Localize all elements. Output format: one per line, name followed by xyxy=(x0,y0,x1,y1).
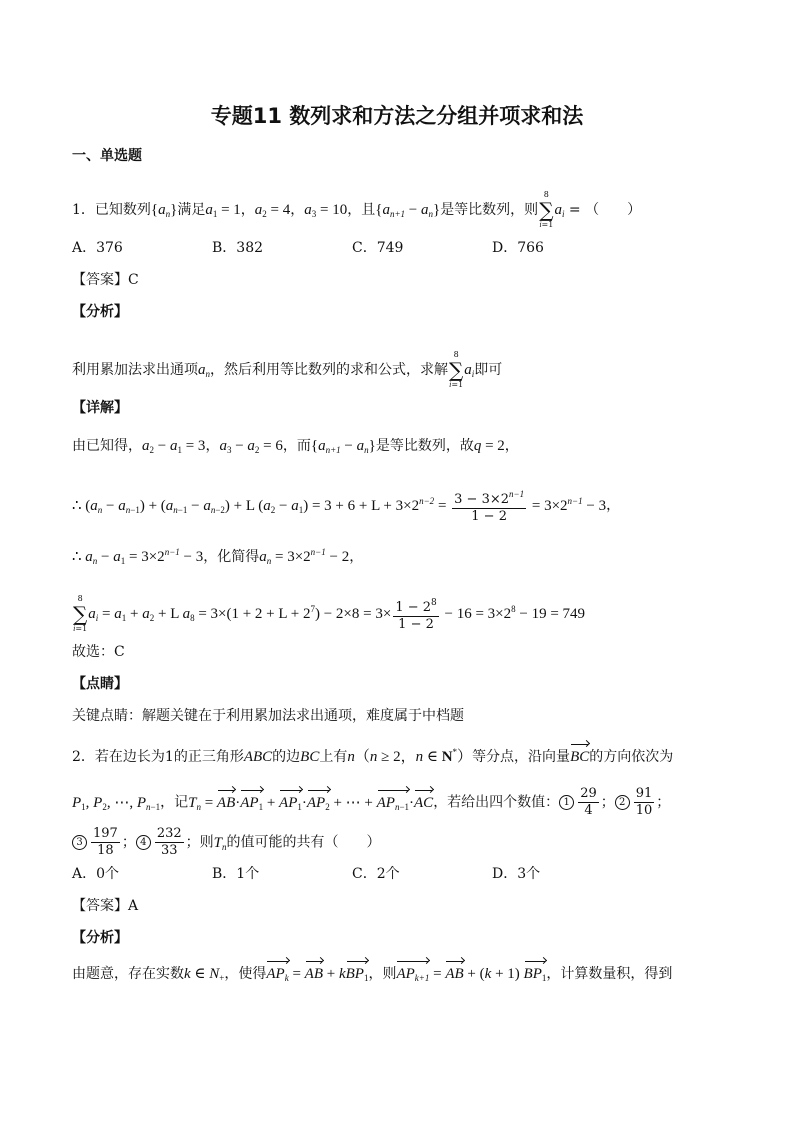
analysis-1-label: 【分析】 xyxy=(72,304,128,320)
comment-1-label: 【点睛】 xyxy=(72,676,128,692)
detail-1-label: 【详解】 xyxy=(72,400,128,416)
option-b[interactable]: B．1个 xyxy=(212,866,260,882)
choice-1: 故选：C xyxy=(72,644,125,660)
option-d[interactable]: D．766 xyxy=(492,240,544,256)
analysis-2-label: 【分析】 xyxy=(72,930,128,946)
option-b[interactable]: B．382 xyxy=(212,240,264,256)
answer-1: 【答案】C xyxy=(72,272,139,288)
section-heading: 一、单选题 xyxy=(72,148,142,164)
answer-2: 【答案】A xyxy=(72,898,139,914)
question-2-stem-line-2: $P_1$, $P_2$, ⋯, $P_{n-1}$，记$T_n = AB\cdot AP_1 + AP_1\cdot AP_2$ + ⋯ + $AP_{n-1}\cdot AC$，若给出四个数值： 1 $\frac{29}{4}$ ； 2 $\frac{91}{10}$ ； xyxy=(72,786,671,818)
question-2-options xyxy=(72,864,734,884)
detail-1-line-4: 8 ∑ i=1 $a_i = a_1 + a_2 + L$ $a_8 = 3\times(1 + 2 + L + 2^7) - 2\times 8 = 3\times$ $\frac{1 - 2^8}{1 - 2}$ − $16 = 3\times 2^8 - 19 = 749$ xyxy=(73,594,586,633)
comment-1-text: 关键点睛：解题关键在于利用累加法求出通项，难度属于中档题 xyxy=(72,708,464,724)
option-d[interactable]: D．3个 xyxy=(492,866,541,882)
analysis-2-text: 由题意，存在实数k ∈ $N_+$，使得$AP_k$ = AB + kBP$_1$，则$AP_{k+1}$ = AB + (k + 1) $BP_1$，计算数量积，得到 xyxy=(72,964,734,988)
question-2-stem-line-1: 2．若在边长为1的正三角形ABC的边BC上有n（n ≥ 2，n ∈ N*）等分点，沿向量BC的方向依次为 xyxy=(72,747,674,765)
detail-1-line-1: 由已知得，$a_2 - a_1 = 3$，$a_3 - a_2 = 6$，而$\{a_{n+1} - a_n\}$是等比数列，故q = 2， xyxy=(72,438,519,455)
option-c[interactable]: C．749 xyxy=(352,240,404,256)
question-2-stem-line-3: 3 $\frac{197}{18}$ ； 4 $\frac{232}{33}$ ；则$T_n$的值可能的共有（ ） xyxy=(72,826,734,859)
analysis-1-text: 利用累加法求出通项$a_n$，然后利用等比数列的求和公式，求解 8 ∑ i=1 $a_i$即可 xyxy=(72,350,503,389)
option-a[interactable]: A．376 xyxy=(72,240,123,256)
detail-1-line-2: ∴ $(a_n - a_{n-1}) + (a_{n-1} - a_{n-2}) + L$ $(a_2 - a_1) = 3 + 6 + L + 3\times 2^{n-2}$ = $\frac{3 - 3\times 2^{n-1}}{1 - 2}$ = $3\times 2^{n-1} - 3$， xyxy=(72,486,734,525)
option-a[interactable]: A．0个 xyxy=(72,866,120,882)
question-1-options xyxy=(72,238,734,258)
option-c[interactable]: C．2个 xyxy=(352,866,400,882)
detail-1-line-3: ∴ $a_n - a_1 = 3\times 2^{n-1} - 3$，化简得$a_n = 3\times 2^{n-1} - 2$， xyxy=(72,547,364,566)
page-title: 专题11 数列求和方法之分组并项求和法 xyxy=(210,104,584,128)
question-1-stem: 1．已知数列$\{a_n\}$满足$a_1 = 1$，$a_2 = 4$，$a_3 = 10$，且$\{a_{n+1} - a_n\}$是等比数列，则 8 ∑ i=1 $a_i$ = （ ） xyxy=(72,190,642,229)
